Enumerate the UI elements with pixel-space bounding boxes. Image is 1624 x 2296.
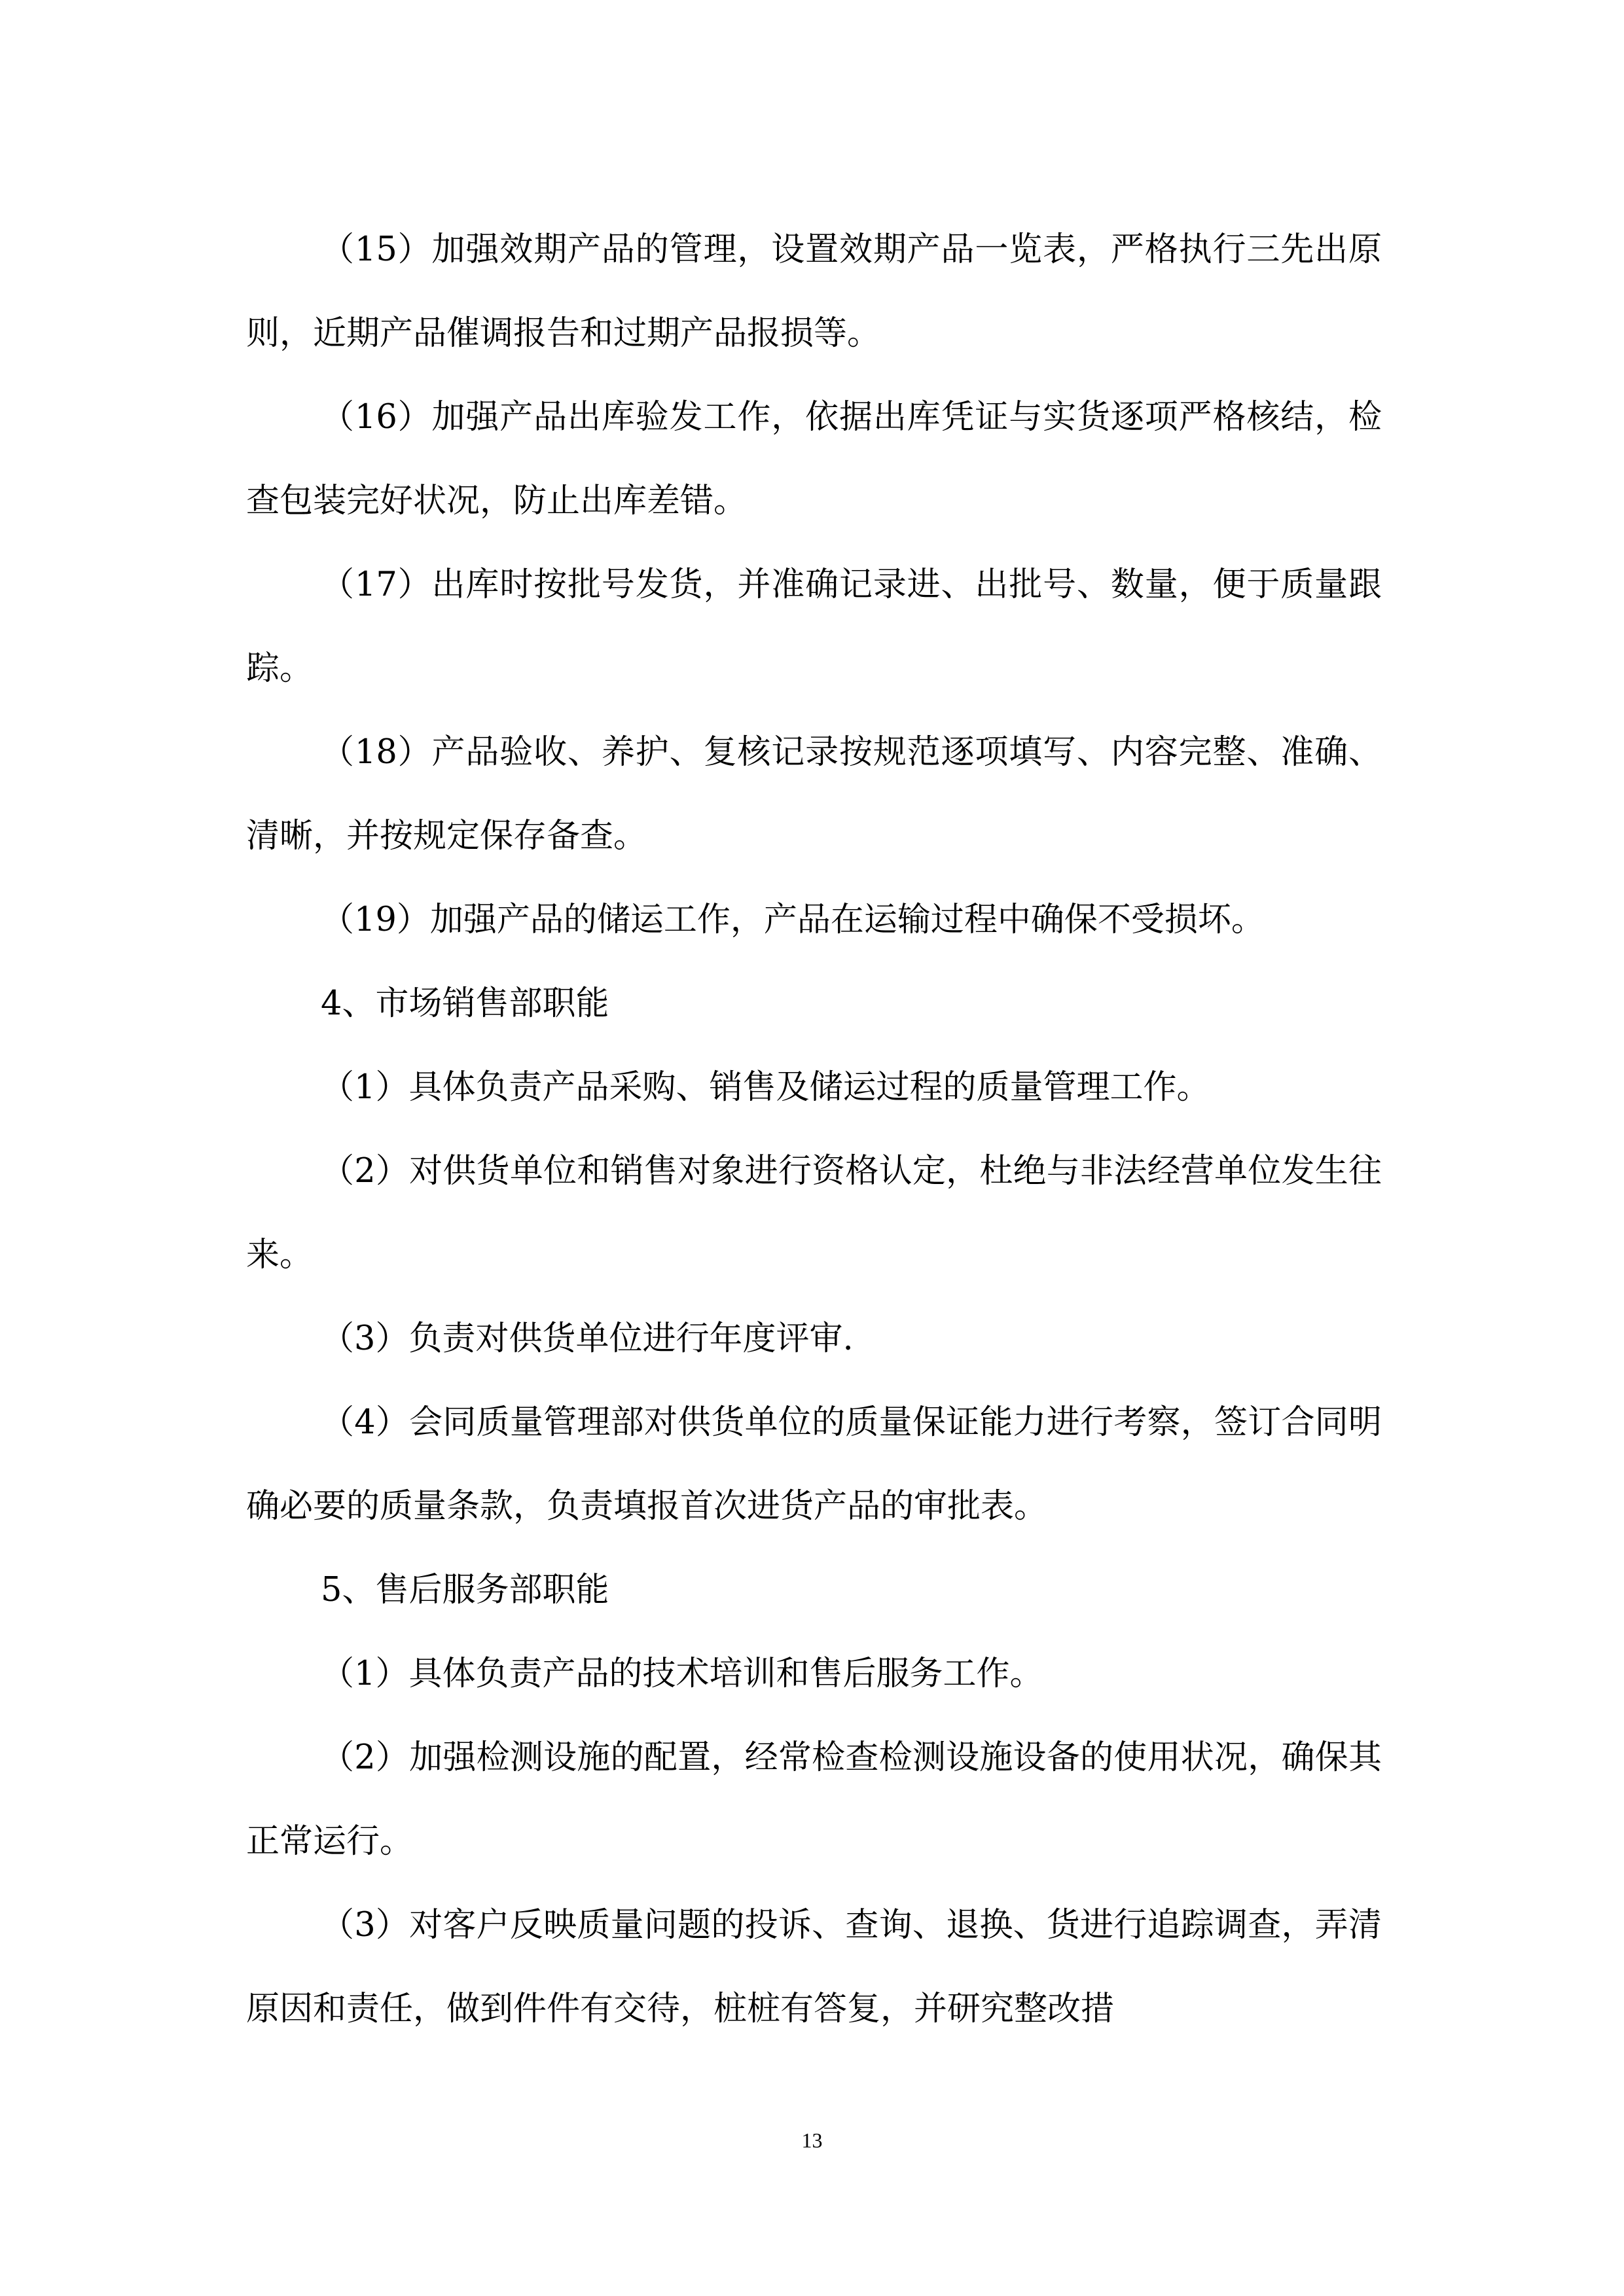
paragraph-sales-4: （4）会同质量管理部对供货单位的质量保证能力进行考察，签订合同明确必要的质量条款，负责填报首次进货产品的审批表。 xyxy=(246,1403,1382,1526)
paragraph-18: （18）产品验收、养护、复核记录按规范逐项填写、内容完整、准确、清晰，并按规定保存备查。 xyxy=(246,733,1382,855)
paragraph-sales-3: （3）负责对供货单位进行年度评审. xyxy=(321,1319,854,1358)
page-number: 13 xyxy=(801,2128,823,2152)
paragraph-15: （15）加强效期产品的管理，设置效期产品一览表，严格执行三先出原则，近期产品催调报告和过期产品报损等。 xyxy=(246,230,1382,353)
paragraph-17: （17）出库时按批号发货，并准确记录进、出批号、数量，便于质量跟踪。 xyxy=(246,565,1382,688)
paragraph-service-2: （2）加强检测设施的配置，经常检查检测设施设备的使用状况，确保其正常运行。 xyxy=(246,1738,1382,1861)
paragraph-19: （19）加强产品的储运工作，产品在运输过程中确保不受损坏。 xyxy=(321,901,1265,939)
paragraph-service-3: （3）对客户反映质量问题的投诉、查询、退换、货进行追踪调查，弄清原因和责任，做到件件有交待，桩桩有答复，并研究整改措 xyxy=(246,1906,1382,2028)
section-heading-after-sales: 5、售后服务部职能 xyxy=(321,1571,609,1609)
paragraph-sales-2: （2）对供货单位和销售对象进行资格认定，杜绝与非法经营单位发生往来。 xyxy=(246,1152,1382,1274)
paragraph-sales-1: （1）具体负责产品采购、销售及储运过程的质量管理工作。 xyxy=(321,1068,1210,1107)
paragraph-service-1: （1）具体负责产品的技术培训和售后服务工作。 xyxy=(321,1655,1043,1693)
section-heading-market-sales: 4、市场销售部职能 xyxy=(321,984,609,1023)
paragraph-16: （16）加强产品出库验发工作，依据出库凭证与实货逐项严格核结，检查包装完好状况，防止出库差错。 xyxy=(246,398,1382,520)
page-body xyxy=(246,208,1382,2051)
